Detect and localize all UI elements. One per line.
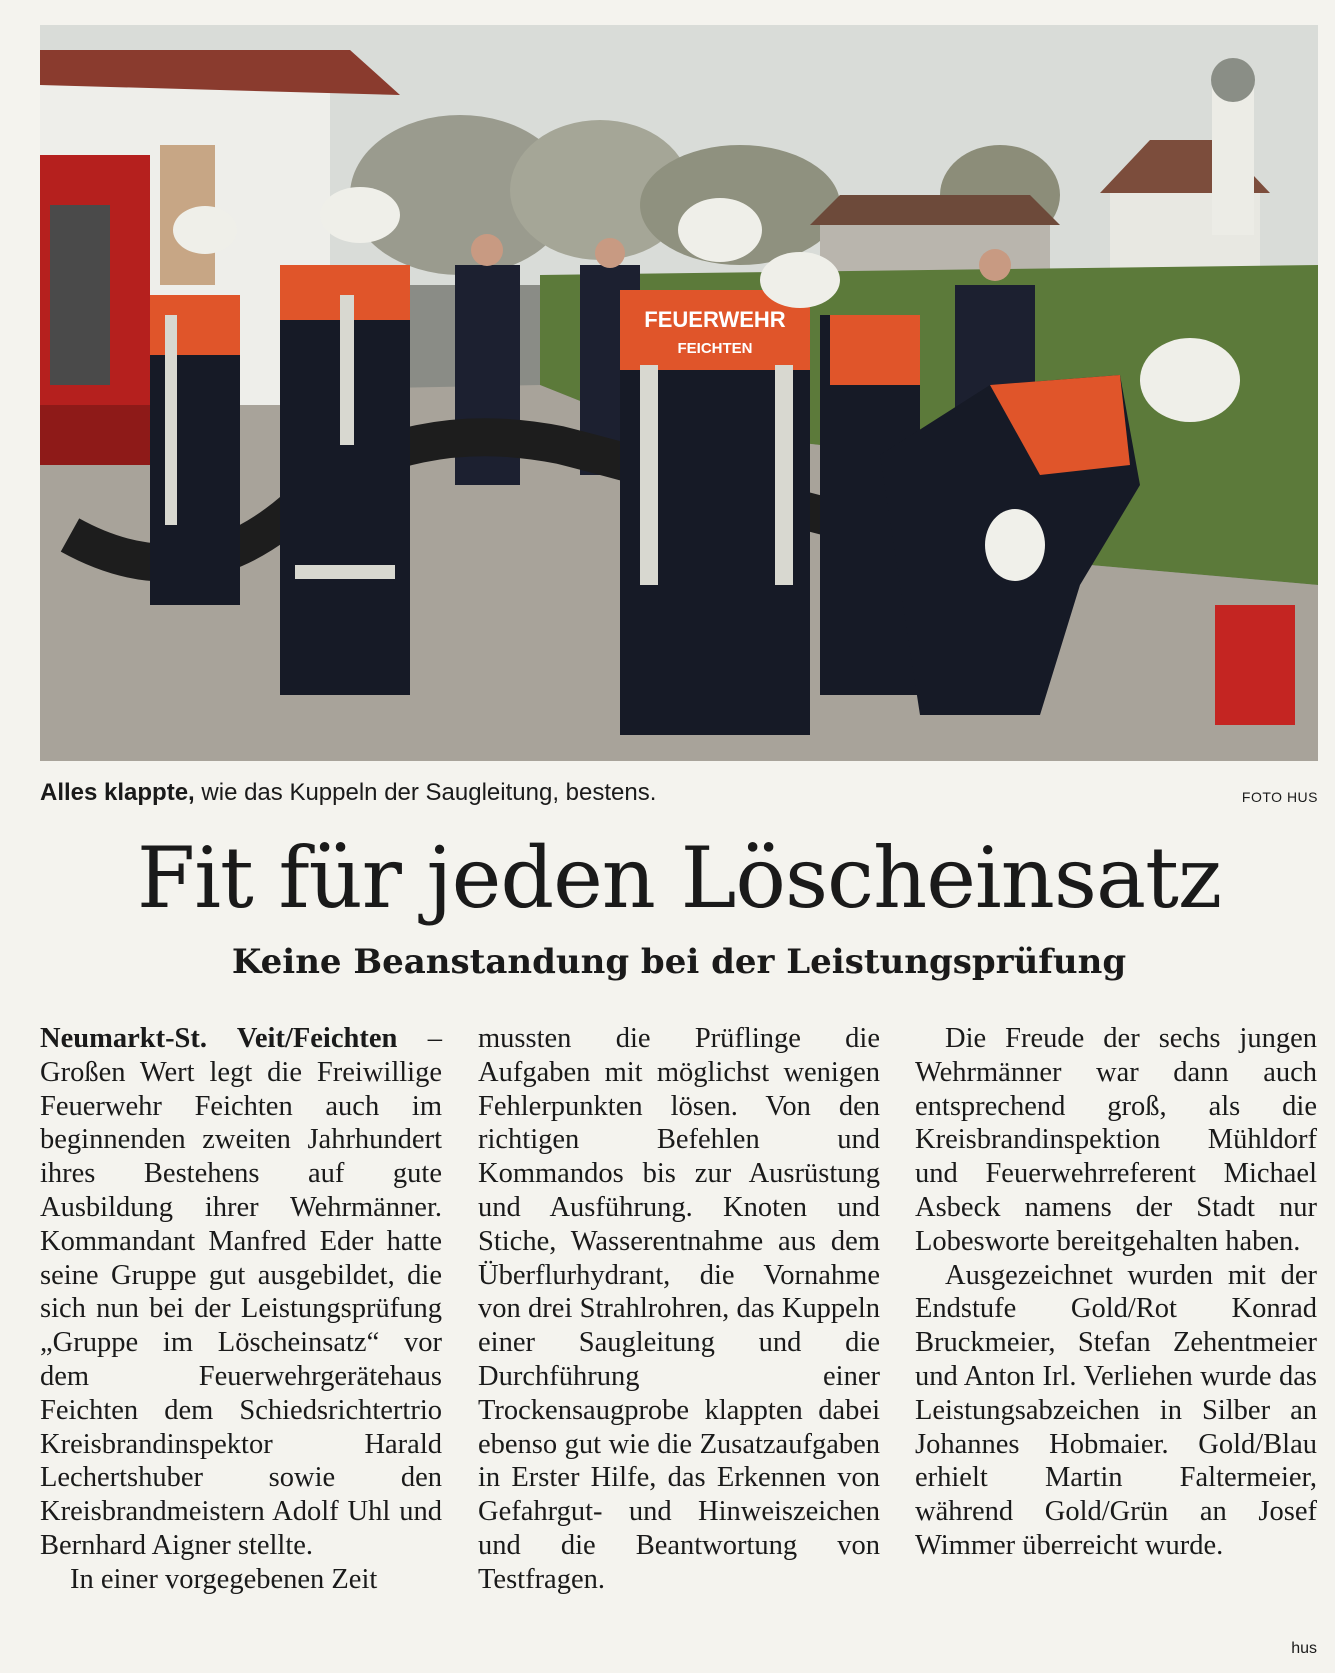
paragraph: Ausgezeichnet wurden mit der Endstufe Gold/Rot Konrad Bruckmeier, Stefan Zehentmeier und Anton Irl. Verliehen wurde das Leistungsabzeichen in Silber an Johannes Hobmaier. Gold/Blau erhielt Martin Faltermeier, während Gold/Grün an Josef Wimmer überreicht wurde.	[915, 1259, 1317, 1561]
subheadline: Keine Beanstandung bei der Leistungsprüfung	[231, 942, 1127, 982]
paragraph: In einer vorgegebenen Zeit	[70, 1563, 378, 1595]
dateline: Neumarkt-St. Veit/Feichten	[40, 1023, 398, 1054]
paragraph: mussten die Prüflinge die Aufgaben mit möglichst wenigen Fehlerpunkten lösen. Von den richtigen Befehlen und Kommandos bis zur Ausrüstung und Ausführung. Knoten und Stiche, Wasserentnahme aus dem Überflurhydrant, die Vornahme von drei Strahlrohren, das Kuppeln einer Saugleitung und die Durchführung einer Trockensaugprobe klappten dabei ebenso gut wie die Zusatzaufgaben in Erster Hilfe, das Erkennen von Gefahrgut- und Hinweiszeichen und die Beantwortung von Testfragen.	[478, 1023, 880, 1595]
photo-credit: FOTO HUS	[1241, 789, 1318, 805]
paragraph-text: – Großen Wert legt die Freiwillige Feuerwehr Feichten auch im beginnenden zweiten Jahrhundert ihres Bestehens auf gute Ausbildung ihrer Wehrmänner. Kommandant Manfred Eder hatte seine Gruppe gut ausgebildet, die sich nun bei der Leistungsprüfung „Gruppe im Löscheinsatz“ vor dem Feuerwehrgerätehaus Feichten dem Schiedsrichtertrio Kreisbrandinspektor Harald Lechertshuber sowie den Kreisbrandmeistern Adolf Uhl und Bernhard Aigner stellte.	[40, 1023, 443, 1561]
jacket-lettering-1: FEUERWEHR	[644, 307, 786, 332]
headline: Fit für jeden Löscheinsatz	[136, 829, 1222, 927]
article-column-2	[478, 1022, 880, 1597]
article-column-3	[915, 1022, 1317, 1563]
caption-lead: Alles klappte,	[40, 779, 195, 806]
article-photo	[40, 25, 1318, 761]
paragraph	[40, 1022, 442, 1563]
paragraph: Die Freude der sechs jungen Wehrmänner war dann auch entsprechend groß, als die Kreisbrandinspektion Mühldorf und Feuerwehrreferent Michael Asbeck namens der Stadt nur Lobesworte bereitgehalten haben.	[915, 1023, 1317, 1257]
jacket-lettering-2: FEICHTEN	[677, 340, 753, 357]
firefighter-training-photo-icon	[40, 25, 1318, 761]
article-column-1	[40, 1022, 442, 1597]
photo-caption	[40, 778, 1318, 808]
caption-text: wie das Kuppeln der Saugleitung, bestens.	[194, 779, 657, 806]
author-initials: hus	[1291, 1640, 1317, 1657]
